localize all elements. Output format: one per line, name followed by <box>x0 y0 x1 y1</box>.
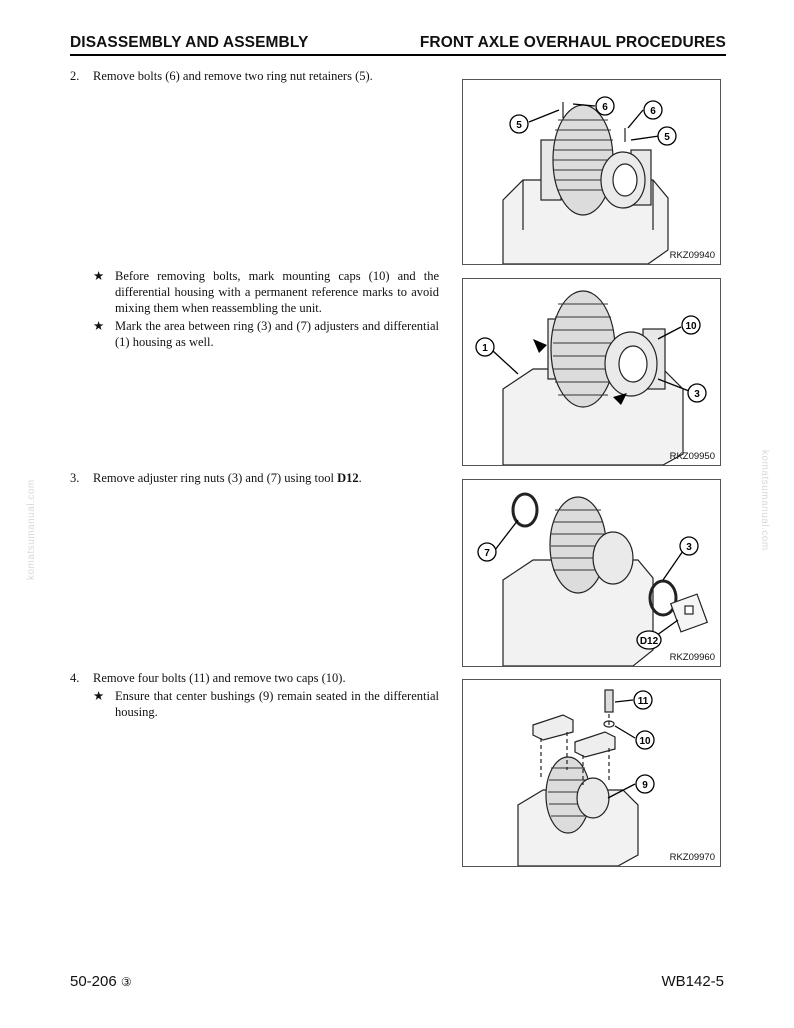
figure-rkz09940 <box>462 79 721 265</box>
differential-illustration <box>463 680 720 866</box>
step-text: Remove bolts (6) and remove two ring nut retainers (5). <box>93 69 373 83</box>
note-text: Before removing bolts, mark mounting caps (10) and the differential housing with a permanent reference marks to avoid mixing them when reassembling the unit. <box>115 269 439 315</box>
callout-6: 6 <box>602 102 608 113</box>
figure-rkz09970 <box>462 679 721 867</box>
step-number: 3. <box>70 471 80 485</box>
callout-5: 5 <box>516 120 522 131</box>
note-text: Mark the area between ring (3) and (7) adjusters and differential (1) housing as well. <box>115 319 439 349</box>
watermark-left: komatsumanual.com <box>26 479 37 580</box>
callout-7: 7 <box>484 548 490 559</box>
differential-illustration <box>463 279 720 465</box>
figure-code: RKZ09950 <box>669 451 715 462</box>
section-title: DISASSEMBLY AND ASSEMBLY <box>70 34 309 51</box>
watermark-right: komatsumanual.com <box>759 450 770 551</box>
note-text: Ensure that center bushings (9) remain seated in the differential housing. <box>115 689 439 719</box>
model-name: WB142-5 <box>661 973 724 990</box>
callout-1: 1 <box>482 343 488 354</box>
callout-6: 6 <box>650 106 656 117</box>
callout-11: 11 <box>637 696 649 707</box>
figure-code: RKZ09960 <box>669 652 715 663</box>
note-mark-caps <box>93 268 439 316</box>
star-icon: ★ <box>93 319 105 333</box>
callout-9: 9 <box>642 780 648 791</box>
step-text: Remove four bolts (11) and remove two caps (10). <box>93 671 346 685</box>
revision-mark: ③ <box>120 975 132 989</box>
callout-10: 10 <box>685 321 697 332</box>
note-mark-adjusters <box>93 318 439 350</box>
tool-name: D12 <box>337 471 359 485</box>
note-center-bushings <box>93 688 439 720</box>
figure-code: RKZ09970 <box>669 852 715 863</box>
callout-d12: D12 <box>639 636 659 647</box>
page-header <box>70 32 726 56</box>
figure-rkz09960 <box>462 479 721 667</box>
callout-3: 3 <box>694 389 700 400</box>
step-text: Remove adjuster ring nuts (3) and (7) using tool D12. <box>93 471 362 485</box>
page-number: 50-206 ③ <box>70 973 132 990</box>
step-number: 4. <box>70 671 80 685</box>
star-icon: ★ <box>93 269 105 283</box>
callout-3: 3 <box>686 542 692 553</box>
figure-code: RKZ09940 <box>669 250 715 261</box>
callout-5: 5 <box>664 132 670 143</box>
figure-rkz09950 <box>462 278 721 466</box>
differential-illustration <box>463 80 720 264</box>
differential-illustration <box>463 480 720 666</box>
chapter-title: FRONT AXLE OVERHAUL PROCEDURES <box>419 34 726 51</box>
star-icon: ★ <box>93 689 105 703</box>
callout-10: 10 <box>639 736 651 747</box>
step-number: 2. <box>70 69 80 83</box>
